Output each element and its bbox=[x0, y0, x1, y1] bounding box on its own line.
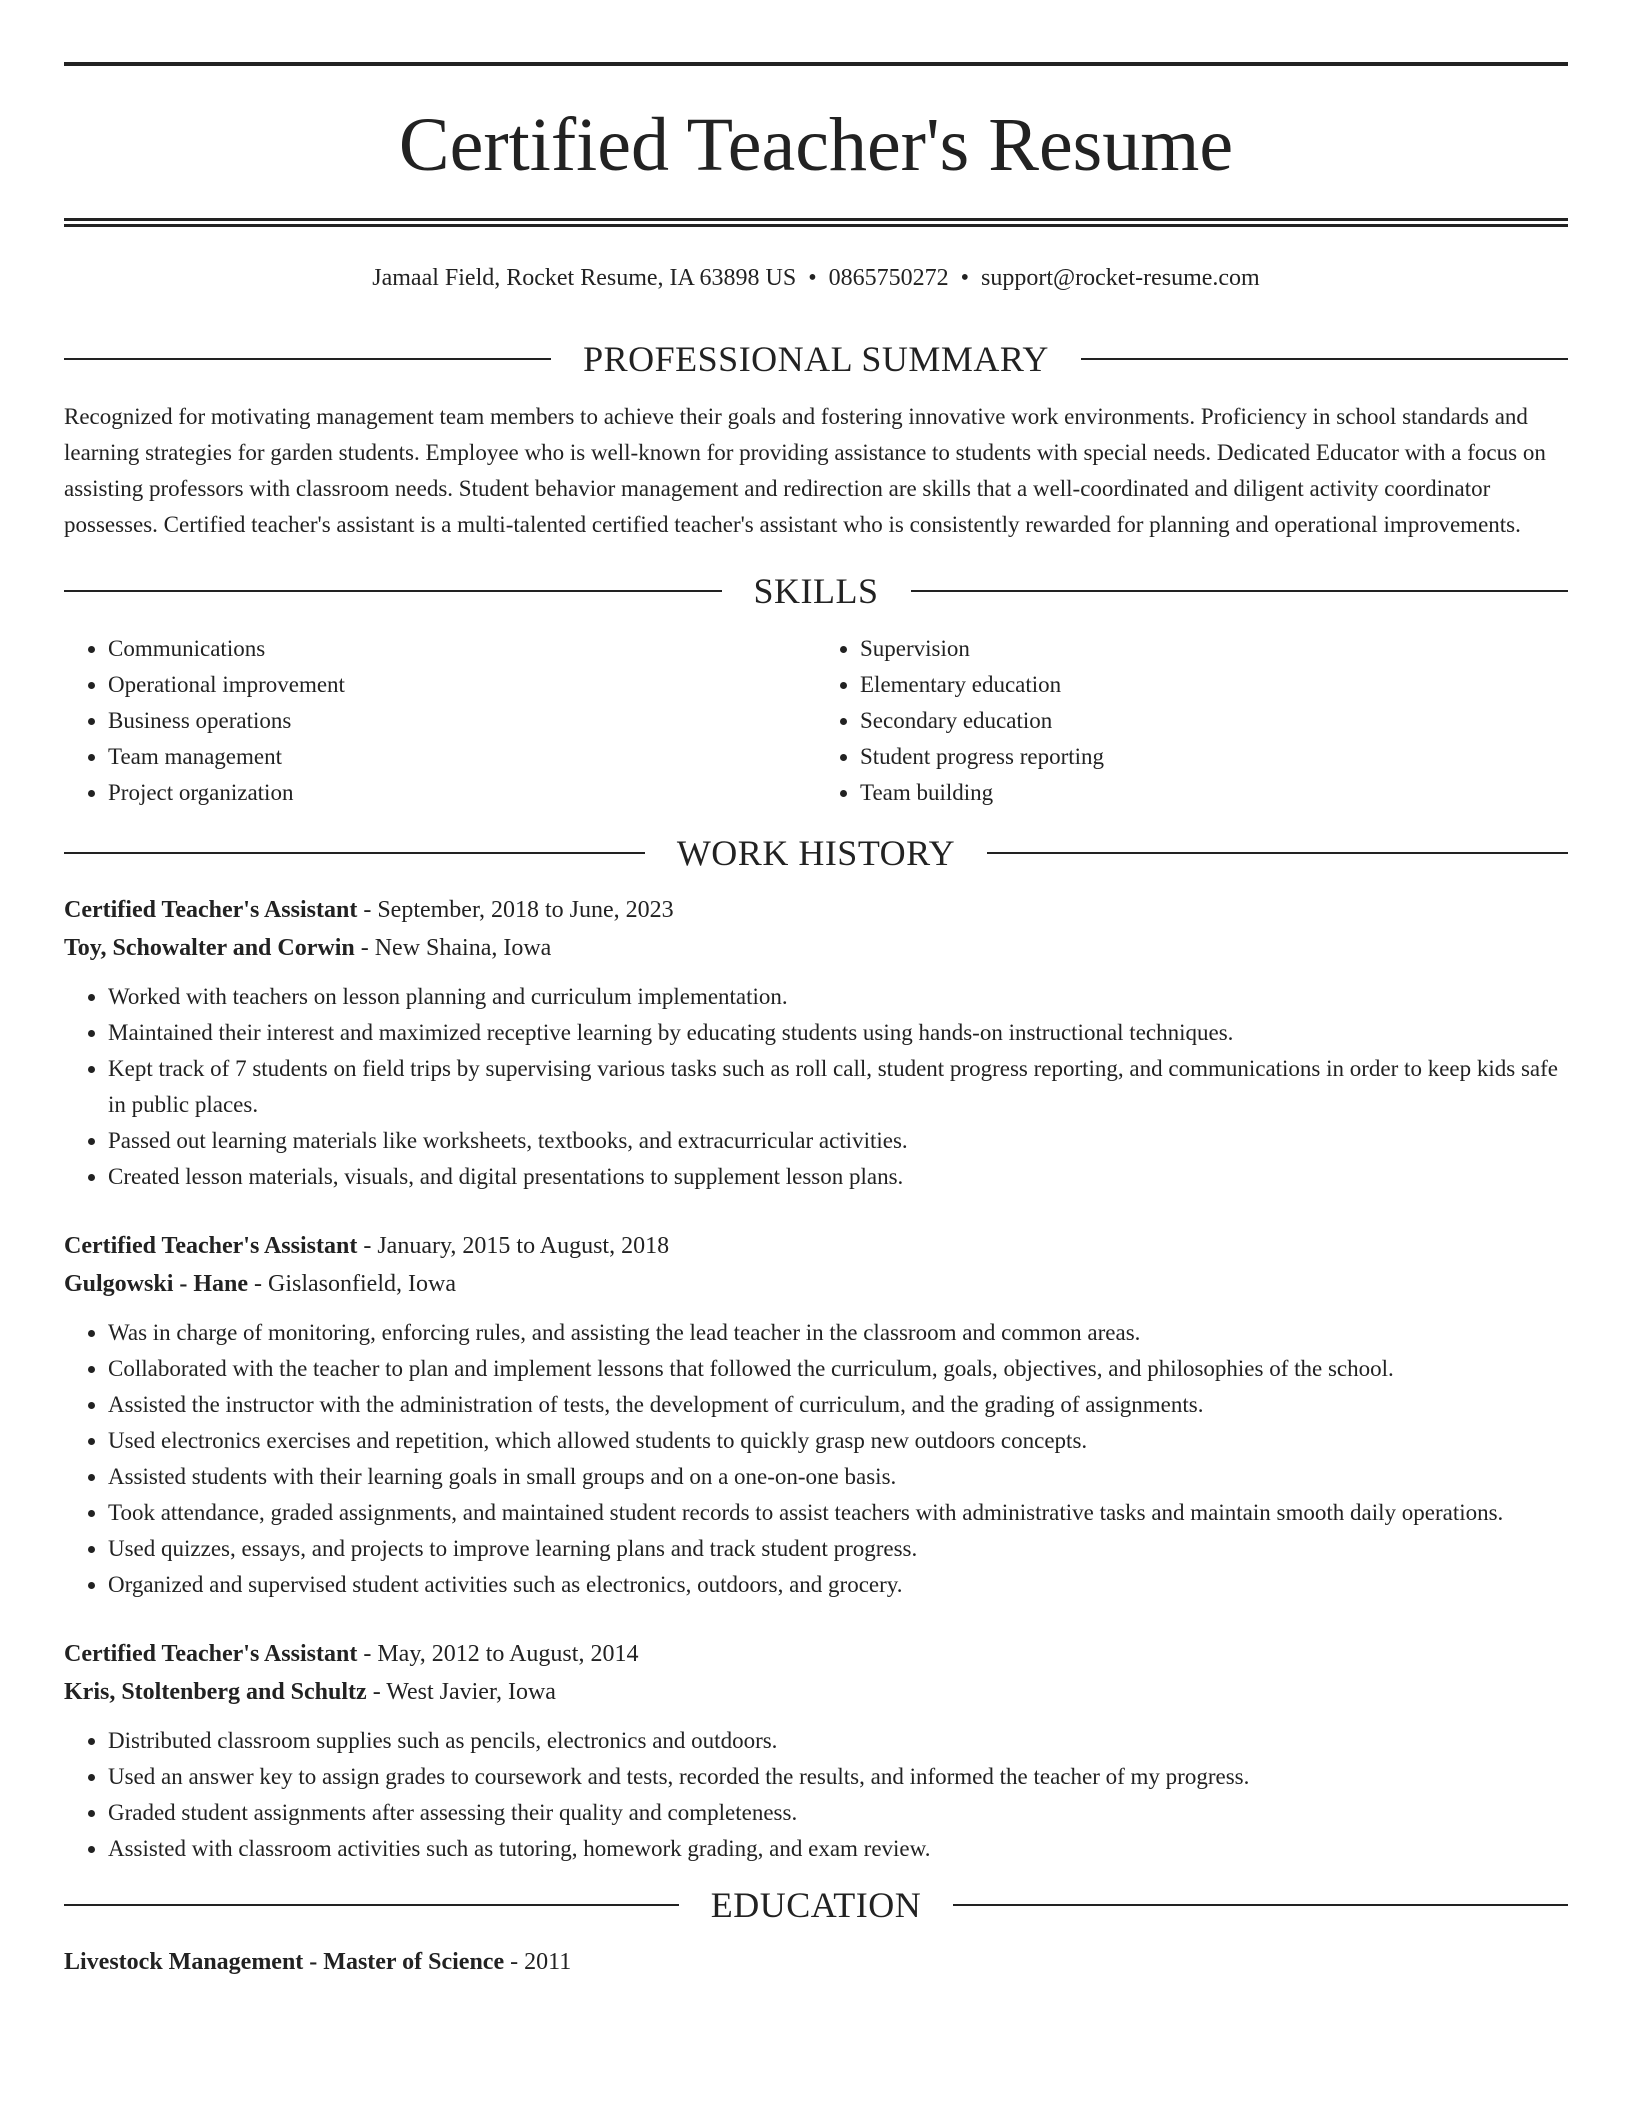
education-section-heading bbox=[64, 1885, 1568, 1925]
job-title: Certified Teacher's Assistant bbox=[64, 1641, 358, 1667]
contact-phone: 0865750272 bbox=[828, 265, 949, 291]
contact-separator: • bbox=[960, 265, 970, 291]
summary-text: Recognized for motivating management team members to achieve their goals and fostering innovative work environments. Proficiency in school standards and learning strategies for garden students. Employee who is well-known for providing assistance to students with special needs. Dedicated Educator with a focus on assisting professors with classroom needs. Student behavior management and redirection are skills that a well-coordinated and diligent activity coordinator possesses. Certified teacher's assistant is a multi-talented certified teacher's assistant who is consistently rewarded for planning and operational improvements. bbox=[64, 404, 1546, 537]
heading-rule bbox=[1081, 358, 1568, 360]
heading-rule bbox=[953, 1904, 1568, 1906]
work-heading: WORK HISTORY bbox=[676, 833, 956, 873]
job-bullet: • Created lesson materials, visuals, and digital presentations to supplement lesson plans. bbox=[108, 1159, 1568, 1195]
skill-item: • Secondary education bbox=[860, 703, 1568, 739]
education-heading: EDUCATION bbox=[710, 1885, 922, 1925]
job-bullet: • Used an answer key to assign grades to coursework and tests, recorded the results, and informed the teacher of my progress. bbox=[108, 1759, 1568, 1795]
job-bullet: • Worked with teachers on lesson planning and curriculum implementation. bbox=[108, 979, 1568, 1015]
skill-item: • Business operations bbox=[108, 703, 816, 739]
job-title-line bbox=[64, 1635, 1568, 1673]
job-bullet: • Took attendance, graded assignments, and maintained student records to assist teachers with administrative tasks and maintain smooth daily operations. bbox=[108, 1495, 1568, 1531]
summary-heading: PROFESSIONAL SUMMARY bbox=[583, 339, 1049, 379]
education-entry bbox=[64, 1943, 1568, 1981]
skills-heading: SKILLS bbox=[753, 571, 879, 611]
skills-section-heading bbox=[64, 571, 1568, 611]
job-bullet: • Collaborated with the teacher to plan and implement lessons that followed the curriculum, goals, objectives, and philosophies of the school. bbox=[108, 1351, 1568, 1387]
skill-item: • Team building bbox=[860, 775, 1568, 811]
job-dates: - January, 2015 to August, 2018 bbox=[357, 1233, 670, 1259]
job-location: - New Shaina, Iowa bbox=[354, 935, 552, 961]
top-rule bbox=[64, 62, 1568, 66]
job-bullet: • Used quizzes, essays, and projects to improve learning plans and track student progress. bbox=[108, 1531, 1568, 1567]
job-bullet: • Assisted with classroom activities such as tutoring, homework grading, and exam review. bbox=[108, 1831, 1568, 1867]
contact-address: Jamaal Field, Rocket Resume, IA 63898 US bbox=[372, 265, 797, 291]
skill-item: • Project organization bbox=[108, 775, 816, 811]
job-entry bbox=[64, 1227, 1568, 1603]
job-title: Certified Teacher's Assistant bbox=[64, 1233, 358, 1259]
job-bullet: • Was in charge of monitoring, enforcing rules, and assisting the lead teacher in the classroom and common areas. bbox=[108, 1315, 1568, 1351]
resume-title: Certified Teacher's Resume bbox=[398, 103, 1234, 187]
job-company-line bbox=[64, 1265, 1568, 1303]
heading-rule bbox=[64, 358, 551, 360]
education-year: - 2011 bbox=[504, 1949, 572, 1975]
skills-list bbox=[64, 631, 1568, 811]
job-bullet: • Graded student assignments after assessing their quality and completeness. bbox=[108, 1795, 1568, 1831]
resume-page bbox=[64, 0, 1568, 1981]
skill-item: • Communications bbox=[108, 631, 816, 667]
job-company-line bbox=[64, 929, 1568, 967]
job-location: - Gislasonfield, Iowa bbox=[248, 1271, 456, 1297]
job-company: Toy, Schowalter and Corwin bbox=[64, 935, 355, 961]
job-company-line bbox=[64, 1673, 1568, 1711]
job-location: - West Javier, Iowa bbox=[366, 1679, 556, 1705]
skill-item: • Student progress reporting bbox=[860, 739, 1568, 775]
job-company: Gulgowski - Hane bbox=[64, 1271, 249, 1297]
job-bullet: • Passed out learning materials like worksheets, textbooks, and extracurricular activities. bbox=[108, 1123, 1568, 1159]
skills-column-right bbox=[816, 631, 1568, 811]
contact-line bbox=[64, 263, 1568, 293]
job-bullet: • Assisted the instructor with the administration of tests, the development of curriculum, and the grading of assignments. bbox=[108, 1387, 1568, 1423]
job-dates: - September, 2018 to June, 2023 bbox=[357, 897, 674, 923]
job-title: Certified Teacher's Assistant bbox=[64, 897, 358, 923]
job-bullet: • Kept track of 7 students on field trips by supervising various tasks such as roll call, student progress reporting, and communications in order to keep kids safe in public places. bbox=[108, 1051, 1568, 1123]
skill-item: • Operational improvement bbox=[108, 667, 816, 703]
skill-item: • Team management bbox=[108, 739, 816, 775]
heading-rule bbox=[64, 1904, 679, 1906]
job-company: Kris, Stoltenberg and Schultz bbox=[64, 1679, 367, 1705]
title-double-rule bbox=[64, 218, 1568, 227]
contact-email[interactable]: support@rocket-resume.com bbox=[981, 265, 1260, 291]
heading-rule bbox=[64, 590, 722, 592]
heading-rule bbox=[911, 590, 1569, 592]
education-degree: Livestock Management - Master of Science bbox=[64, 1949, 505, 1975]
job-bullets bbox=[64, 1723, 1568, 1867]
job-bullet: • Organized and supervised student activities such as electronics, outdoors, and grocery. bbox=[108, 1567, 1568, 1603]
job-bullet: • Maintained their interest and maximized receptive learning by educating students using hands-on instructional techniques. bbox=[108, 1015, 1568, 1051]
contact-separator: • bbox=[808, 265, 817, 291]
job-bullet: • Used electronics exercises and repetition, which allowed students to quickly grasp new outdoors concepts. bbox=[108, 1423, 1568, 1459]
job-entry bbox=[64, 891, 1568, 1195]
skill-item: • Supervision bbox=[860, 631, 1568, 667]
job-bullet: • Distributed classroom supplies such as pencils, electronics and outdoors. bbox=[108, 1723, 1568, 1759]
job-title-line bbox=[64, 1227, 1568, 1265]
skill-item: • Elementary education bbox=[860, 667, 1568, 703]
heading-rule bbox=[987, 852, 1568, 854]
job-bullet: • Assisted students with their learning goals in small groups and on a one-on-one basis. bbox=[108, 1459, 1568, 1495]
summary-section-heading bbox=[64, 339, 1568, 379]
skills-column-left bbox=[64, 631, 816, 811]
job-bullets bbox=[64, 1315, 1568, 1603]
work-section-heading bbox=[64, 833, 1568, 873]
job-dates: - May, 2012 to August, 2014 bbox=[357, 1641, 639, 1667]
job-title-line bbox=[64, 891, 1568, 929]
job-bullets bbox=[64, 979, 1568, 1195]
heading-rule bbox=[64, 852, 645, 854]
job-entry bbox=[64, 1635, 1568, 1867]
